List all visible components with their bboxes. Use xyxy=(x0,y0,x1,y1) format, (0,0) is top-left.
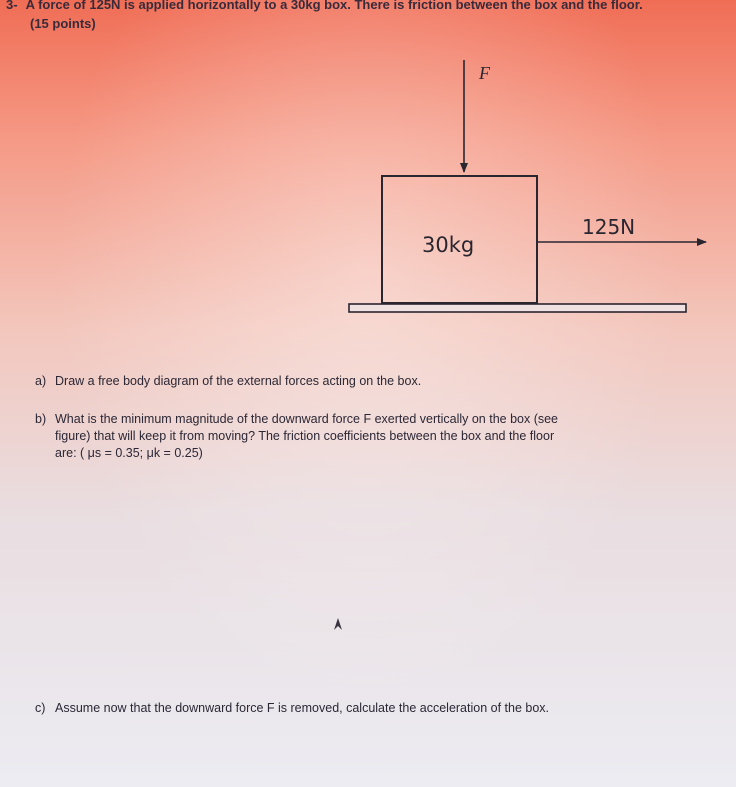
part-c-text: Assume now that the downward force F is removed, calculate the acceleration of the box. xyxy=(55,701,550,715)
force-f-label: F xyxy=(479,63,490,83)
part-a xyxy=(35,373,421,390)
part-b-line-3: are: ( μs = 0.35; μk = 0.25) xyxy=(55,446,203,460)
question-points: (15 points) xyxy=(30,16,96,31)
question-text: A force of 125N is applied horizontally to a 30kg box. There is friction between the box and the floor. xyxy=(25,0,643,12)
part-b-label: b) xyxy=(35,412,47,426)
part-c-label: c) xyxy=(35,701,46,715)
part-b xyxy=(35,411,645,471)
part-c xyxy=(35,700,549,717)
part-b-line-2: figure) that will keep it from moving? The friction coefficients between the box and the floor xyxy=(55,429,555,443)
part-b-line-1: What is the minimum magnitude of the downward force F exerted vertically on the box (see xyxy=(55,412,559,426)
part-a-label: a) xyxy=(35,374,47,388)
mass-label: 30kg xyxy=(422,233,475,257)
part-a-text: Draw a free body diagram of the external forces acting on the box. xyxy=(55,374,422,388)
mouse-cursor-icon xyxy=(332,617,344,631)
applied-force-label: 125N xyxy=(582,215,636,239)
question-number: 3- xyxy=(6,0,18,12)
floor xyxy=(349,304,686,312)
